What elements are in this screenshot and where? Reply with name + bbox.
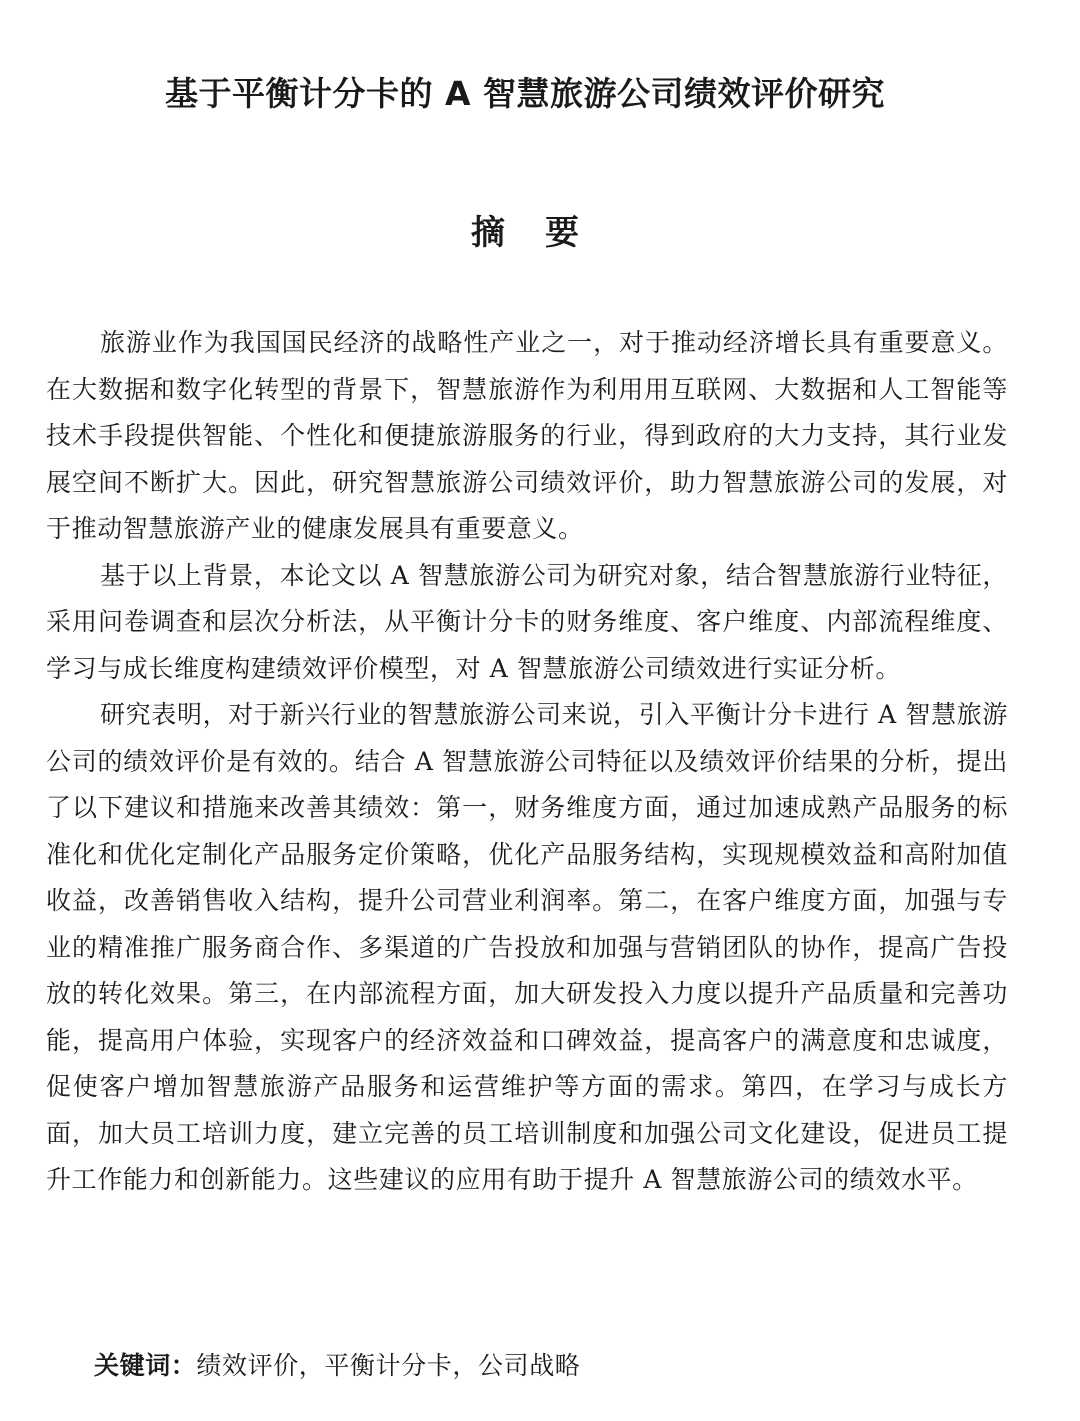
- document-title: 基于平衡计分卡的 A 智慧旅游公司绩效评价研究: [164, 74, 886, 113]
- keywords-value: 绩效评价，平衡计分卡，公司战略: [196, 1351, 581, 1380]
- abstract-paragraph-3: 研究表明，对于新兴行业的智慧旅游公司来说，引入平衡计分卡进行 A 智慧旅游公司的绩效评价是有效的。结合 A 智慧旅游公司特征以及绩效评价结果的分析，提出了以下建议和措施来改善其绩效：第一，财务维度方面，通过加速成熟产品服务的标准化和优化定制化产品服务定价策略，优化产品服务结构，实现规模效益和高附加值收益，改善销售收入结构，提升公司营业利润率。第二，在客户维度方面，加强与专业的精准推广服务商合作、多渠道的广告投放和加强与营销团队的协作，提高广告投放的转化效果。第三，在内部流程方面，加大研发投入力度以提升产品质量和完善功能，提高用户体验，实现客户的经济效益和口碑效益，提高客户的满意度和忠诚度，促使客户增加智慧旅游产品服务和运营维护等方面的需求。第四，在学习与成长方面，加大员工培训力度，建立完善的员工培训制度和加强公司文化建设，促进员工提升工作能力和创新能力。这些建议的应用有助于提升 A 智慧旅游公司的绩效水平。: [46, 700, 1008, 1194]
- abstract-heading: 摘要: [471, 213, 619, 253]
- keywords-line: [94, 1343, 580, 1389]
- abstract-paragraph-1: 旅游业作为我国国民经济的战略性产业之一，对于推动经济增长具有重要意义。在大数据和数字化转型的背景下，智慧旅游作为利用用互联网、大数据和人工智能等技术手段提供智能、个性化和便捷旅游服务的行业，得到政府的大力支持，其行业发展空间不断扩大。因此，研究智慧旅游公司绩效评价，助力智慧旅游公司的发展，对于推动智慧旅游产业的健康发展具有重要意义。: [46, 328, 1008, 543]
- abstract-paragraph-2: 基于以上背景，本论文以 A 智慧旅游公司为研究对象，结合智慧旅游行业特征，采用问卷调查和层次分析法，从平衡计分卡的财务维度、客户维度、内部流程维度、学习与成长维度构建绩效评价模型，对 A 智慧旅游公司绩效进行实证分析。: [46, 560, 1008, 683]
- keywords-label: 关键词：: [94, 1351, 197, 1380]
- abstract-body: [46, 320, 1008, 1204]
